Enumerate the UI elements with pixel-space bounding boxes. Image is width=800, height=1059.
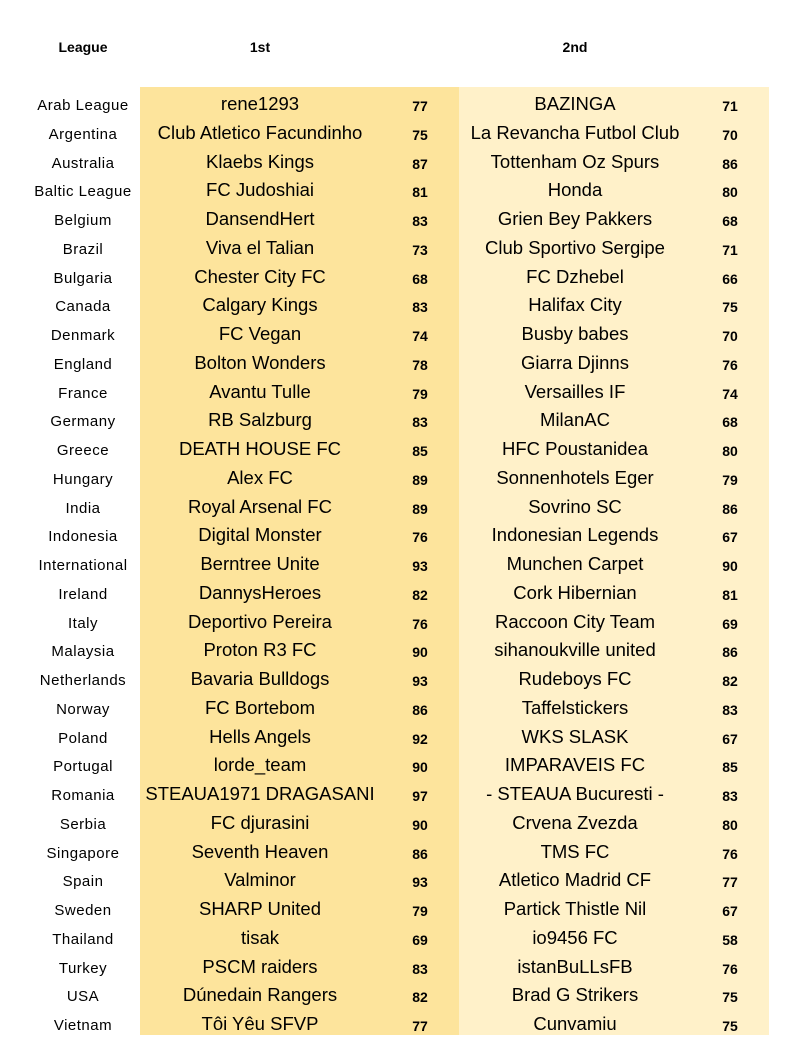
first-place-score: 83 (412, 299, 428, 316)
table-row (0, 205, 800, 234)
table-row (0, 636, 800, 665)
league-name: Romania (51, 787, 115, 804)
table-row (0, 521, 800, 550)
second-place-team: Halifax City (528, 294, 622, 316)
second-place-score: 86 (722, 644, 738, 661)
first-place-team: tisak (240, 926, 280, 948)
league-name: Baltic League (34, 183, 132, 201)
second-place-team: Sonnenhotels Eger (496, 466, 654, 488)
second-place-score: 76 (722, 845, 738, 862)
second-place-score: 69 (722, 615, 738, 632)
first-place-score: 76 (412, 615, 428, 632)
table-row (0, 378, 800, 407)
first-place-score: 69 (412, 931, 428, 948)
table-row (0, 291, 800, 320)
league-name: Singapore (46, 844, 120, 862)
league-name: USA (66, 988, 100, 1006)
league-name: International (38, 557, 128, 574)
league-name: Australia (51, 154, 115, 172)
second-place-team: TMS FC (540, 840, 610, 862)
second-place-team: FC Dzhebel (526, 265, 624, 287)
first-place-team: FC Judoshiai (206, 179, 314, 201)
second-place-score: 81 (722, 586, 738, 603)
first-place-score: 86 (412, 701, 428, 718)
first-place-team: Viva el Talian (205, 236, 315, 258)
first-place-score: 83 (412, 414, 428, 431)
first-place-score: 97 (412, 788, 428, 804)
first-place-score: 83 (412, 213, 428, 229)
league-name: Ireland (58, 585, 108, 603)
first-place-team: RB Salzburg (208, 409, 312, 431)
first-place-team: lorde_team (213, 754, 307, 776)
second-place-score: 67 (722, 903, 738, 919)
second-place-score: 68 (722, 213, 738, 229)
first-place-team: Hells Angels (209, 725, 311, 747)
second-place-score: 79 (722, 471, 738, 488)
first-place-team: Dúnedain Rangers (182, 984, 338, 1006)
league-name: Bulgaria (53, 269, 113, 287)
table-row (0, 579, 800, 608)
first-place-team: Alex FC (227, 466, 293, 488)
first-place-score: 90 (412, 644, 428, 661)
first-place-score: 85 (412, 443, 428, 459)
second-place-score: 82 (722, 673, 738, 689)
table-row (0, 809, 800, 838)
second-place-team: Munchen Carpet (506, 553, 644, 574)
first-place-score: 89 (412, 500, 428, 517)
table-row (0, 435, 800, 464)
second-place-team: Sovrino SC (528, 495, 622, 517)
second-place-team: Busby babes (521, 323, 629, 344)
first-place-score: 81 (412, 184, 428, 201)
first-place-team: FC djurasini (210, 811, 310, 833)
second-place-score: 80 (722, 443, 738, 459)
league-name: Italy (67, 614, 98, 632)
first-place-team: FC Bortebom (204, 696, 315, 718)
league-name: England (53, 355, 113, 373)
first-place-team: Tôi Yêu SFVP (201, 1013, 319, 1034)
second-place-score: 75 (722, 989, 738, 1006)
league-name: Greece (56, 442, 110, 459)
second-place-team: Taffelstickers (521, 696, 629, 718)
second-place-score: 76 (722, 356, 738, 373)
first-place-score: 74 (412, 328, 428, 344)
first-place-team: Calgary Kings (202, 294, 318, 316)
first-place-score: 90 (412, 759, 428, 776)
table-row (0, 119, 800, 148)
first-place-score: 82 (412, 586, 428, 603)
first-place-score: 83 (412, 960, 428, 977)
league-name: India (65, 499, 101, 517)
second-place-score: 66 (722, 270, 738, 287)
first-place-score: 76 (412, 529, 428, 546)
header-league: League (58, 39, 108, 55)
second-place-score: 67 (722, 730, 738, 747)
second-place-team: io9456 FC (532, 926, 618, 948)
league-name: Turkey (58, 959, 108, 977)
first-place-team: STEAUA1971 DRAGASANI (145, 783, 375, 804)
league-name: Vietnam (53, 1017, 113, 1034)
first-place-score: 73 (412, 241, 428, 258)
second-place-team: Giarra Djinns (521, 351, 629, 373)
second-place-team: Rudeboys FC (518, 668, 632, 689)
table-row (0, 464, 800, 493)
table-row (0, 263, 800, 292)
table-row (0, 90, 800, 119)
second-place-score: 76 (722, 960, 738, 977)
first-place-team: Valminor (224, 869, 296, 891)
second-place-team: Club Sportivo Sergipe (485, 236, 665, 258)
first-place-team: DEATH HOUSE FC (178, 438, 342, 459)
first-place-team: FC Vegan (218, 323, 302, 344)
league-name: Indonesia (48, 528, 118, 546)
first-place-score: 77 (412, 98, 428, 114)
second-place-score: 90 (722, 558, 738, 574)
first-place-team: DannysHeroes (198, 581, 322, 603)
league-name: Netherlands (39, 672, 127, 689)
table-row (0, 608, 800, 637)
league-name: Arab League (37, 97, 129, 114)
first-place-team: Bolton Wonders (194, 351, 326, 373)
header-second: 2nd (562, 39, 588, 55)
table-row (0, 493, 800, 522)
second-place-team: La Revancha Futbol Club (470, 121, 680, 143)
league-name: Serbia (59, 815, 107, 833)
table-row (0, 751, 800, 780)
first-place-score: 89 (412, 471, 428, 488)
table-row (0, 723, 800, 752)
first-place-score: 68 (412, 270, 428, 287)
second-place-team: Cork Hibernian (513, 581, 637, 603)
first-place-score: 75 (412, 126, 428, 143)
first-place-team: Proton R3 FC (203, 639, 317, 661)
league-name: Norway (56, 700, 110, 718)
first-place-score: 92 (412, 730, 428, 747)
first-place-team: Royal Arsenal FC (188, 495, 332, 517)
league-name: Poland (58, 729, 108, 747)
table-row (0, 924, 800, 953)
league-name: Sweden (54, 902, 112, 919)
second-place-score: 58 (722, 931, 738, 948)
table-row (0, 234, 800, 263)
first-place-score: 93 (412, 673, 428, 689)
second-place-team: istanBuLLsFB (517, 955, 633, 977)
second-place-score: 70 (722, 328, 738, 344)
first-place-team: Avantu Tulle (209, 380, 311, 402)
league-name: Hungary (52, 470, 114, 488)
second-place-score: 86 (722, 155, 738, 172)
table-row (0, 349, 800, 378)
table-row (0, 406, 800, 435)
first-place-team: Berntree Unite (200, 553, 320, 574)
table-row (0, 838, 800, 867)
first-place-team: Seventh Heaven (191, 840, 329, 862)
second-place-team: HFC Poustanidea (501, 438, 649, 459)
second-place-team: IMPARAVEIS FC (504, 754, 646, 776)
second-place-score: 67 (722, 529, 738, 546)
second-place-score: 85 (722, 759, 738, 776)
second-place-score: 80 (722, 816, 738, 833)
second-place-score: 70 (722, 126, 738, 143)
first-place-score: 87 (412, 155, 428, 172)
second-place-score: 71 (722, 98, 738, 114)
second-place-score: 71 (722, 241, 738, 258)
first-place-score: 78 (412, 356, 428, 373)
league-name: Canada (55, 298, 111, 316)
second-place-team: Versailles IF (524, 380, 626, 402)
league-name: Spain (62, 873, 104, 891)
second-place-team: Raccoon City Team (494, 610, 656, 632)
table-row (0, 1010, 800, 1039)
first-place-team: rene1293 (220, 93, 300, 114)
second-place-score: 75 (722, 1018, 738, 1034)
second-place-score: 83 (722, 788, 738, 804)
table-row (0, 780, 800, 809)
first-place-team: PSCM raiders (202, 955, 318, 977)
first-place-team: Deportivo Pereira (188, 610, 332, 632)
first-place-score: 93 (412, 558, 428, 574)
header-first: 1st (249, 39, 271, 55)
first-place-score: 86 (412, 845, 428, 862)
table-row (0, 320, 800, 349)
league-name: Brazil (62, 240, 104, 258)
first-place-score: 77 (412, 1018, 428, 1034)
second-place-team: Cunvamiu (533, 1013, 617, 1034)
first-place-team: Club Atletico Facundinho (157, 121, 363, 143)
second-place-team: BAZINGA (534, 93, 616, 114)
table-row (0, 866, 800, 895)
table-row (0, 176, 800, 205)
table-row (0, 953, 800, 982)
first-place-team: Bavaria Bulldogs (190, 668, 330, 689)
league-name: Denmark (50, 327, 116, 344)
second-place-score: 75 (722, 299, 738, 316)
first-place-score: 79 (412, 903, 428, 919)
first-place-team: Digital Monster (198, 524, 322, 546)
second-place-score: 86 (722, 500, 738, 517)
first-place-score: 82 (412, 989, 428, 1006)
second-place-team: - STEAUA Bucuresti - (486, 783, 664, 804)
first-place-team: Klaebs Kings (206, 150, 314, 172)
second-place-team: Atletico Madrid CF (498, 869, 652, 891)
second-place-score: 74 (722, 385, 738, 402)
first-place-team: Chester City FC (194, 265, 326, 287)
league-name: Argentina (48, 125, 118, 143)
second-place-score: 77 (722, 874, 738, 891)
second-place-team: Partick Thistle Nil (503, 898, 647, 919)
league-name: Malaysia (51, 643, 115, 661)
table-row (0, 665, 800, 694)
league-name: Germany (50, 413, 116, 431)
first-place-team: DansendHert (205, 208, 315, 229)
second-place-team: Grien Bey Pakkers (497, 208, 653, 229)
league-name: France (58, 384, 108, 402)
second-place-team: Brad G Strikers (511, 984, 639, 1006)
league-name: Thailand (52, 930, 114, 948)
second-place-team: WKS SLASK (521, 725, 629, 747)
table-row (0, 981, 800, 1010)
table-row (0, 550, 800, 579)
table-row (0, 694, 800, 723)
table-row (0, 895, 800, 924)
league-name: Belgium (54, 212, 112, 229)
second-place-score: 83 (722, 701, 738, 718)
first-place-score: 90 (412, 816, 428, 833)
first-place-score: 93 (412, 874, 428, 891)
second-place-score: 68 (722, 414, 738, 431)
table-row (0, 148, 800, 177)
second-place-score: 80 (722, 184, 738, 201)
second-place-team: Crvena Zvezda (512, 811, 638, 833)
second-place-team: Tottenham Oz Spurs (490, 150, 660, 172)
second-place-team: Indonesian Legends (491, 524, 659, 546)
first-place-score: 79 (412, 385, 428, 402)
standings-table (0, 90, 800, 1039)
first-place-team: SHARP United (198, 898, 322, 919)
league-name: Portugal (53, 758, 113, 776)
second-place-team: Honda (547, 179, 603, 201)
second-place-team: MilanAC (540, 409, 610, 431)
second-place-team: sihanoukville united (494, 639, 656, 661)
